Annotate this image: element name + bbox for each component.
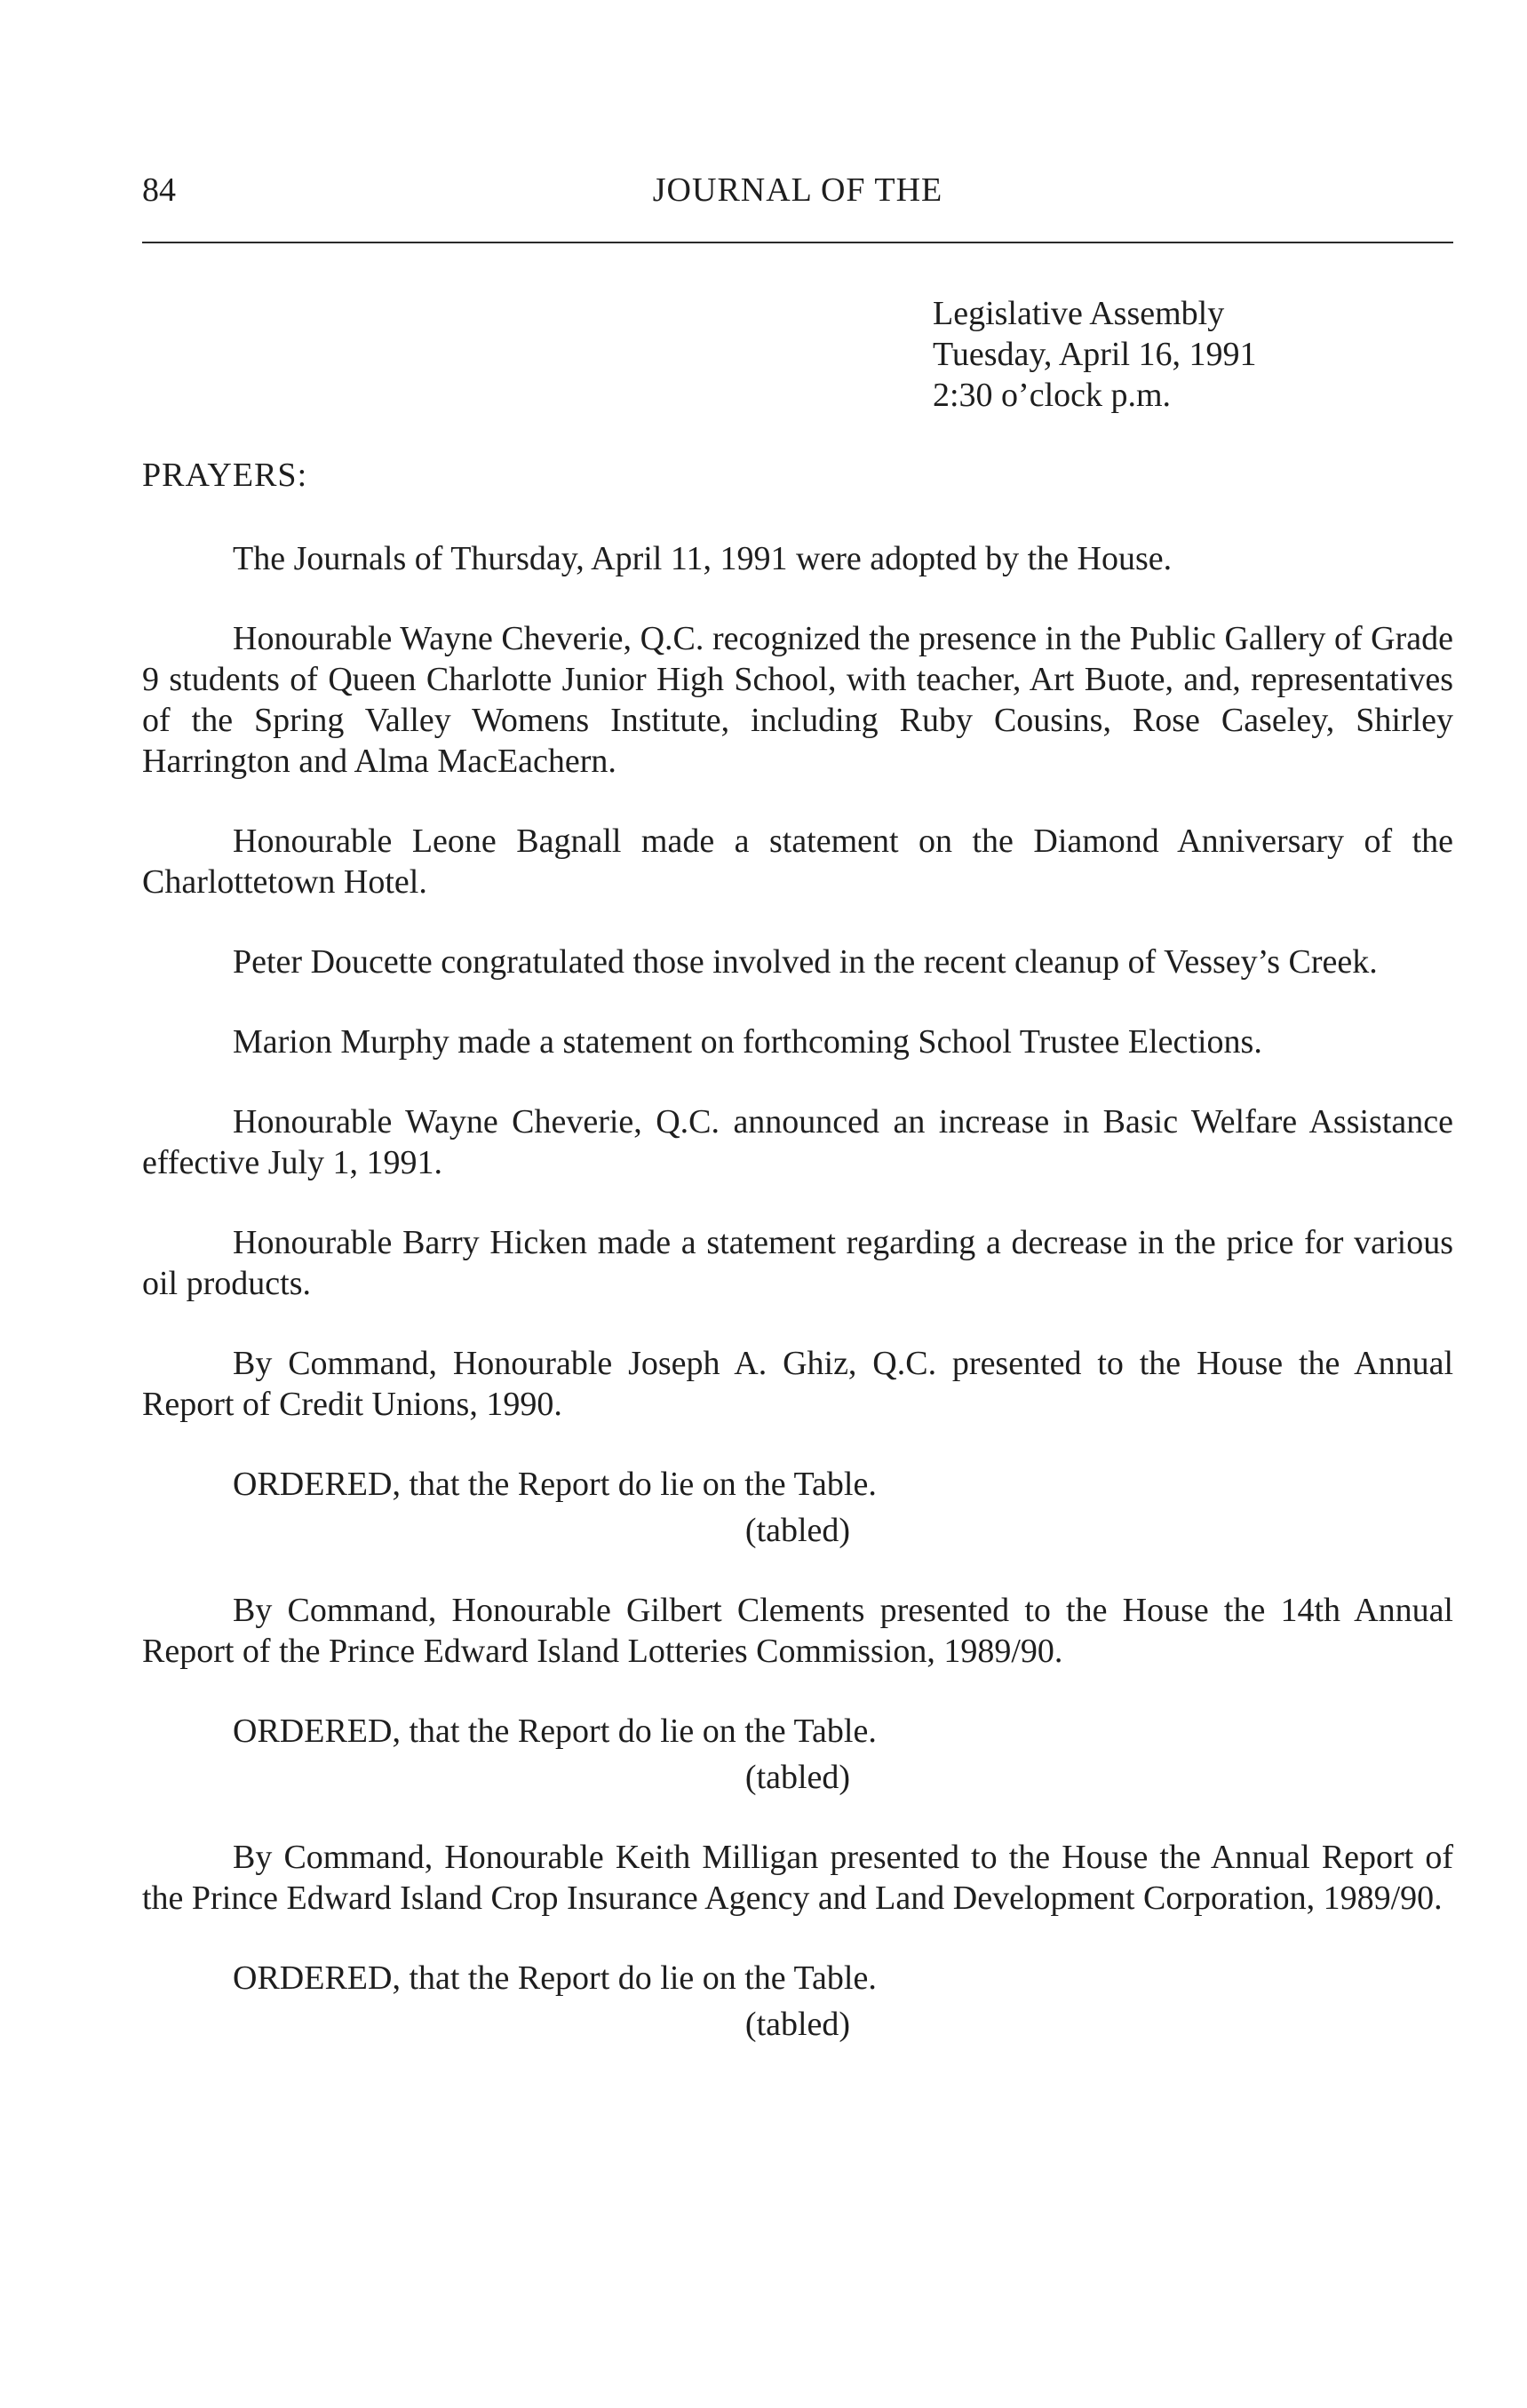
journals-adopted-entry: The Journals of Thursday, April 11, 1991 were adopted by the House. <box>233 540 1173 577</box>
tabled-note-3: (tabled) <box>744 2006 851 2043</box>
sitting-info <box>933 293 1257 416</box>
bagnall-statement-entry: Honourable Leone Bagnall made a statement on the Diamond Anniversary of the Charlottetown Hotel. <box>142 823 1453 901</box>
sitting-time: 2:30 o’clock p.m. <box>933 377 1172 414</box>
sitting-date: Tuesday, April 16, 1991 <box>933 336 1257 373</box>
clements-report-entry: By Command, Honourable Gilbert Clements presented to the House the 14th Annual Report of the Prince Edward Island Lotteries Commission, 1989/90. <box>142 1592 1453 1670</box>
running-header <box>142 167 1453 213</box>
ghiz-report-entry: By Command, Honourable Joseph A. Ghiz, Q.C. presented to the House the Annual Report of Credit Unions, 1990. <box>142 1345 1453 1423</box>
journal-title: JOURNAL OF THE <box>652 171 943 209</box>
milligan-report-entry: By Command, Honourable Keith Milligan presented to the House the Annual Report of the Prince Edward Island Crop Insurance Agency and Land Development Corporation, 1989/90. <box>142 1839 1453 1917</box>
doucette-congrats-entry: Peter Doucette congratulated those involved in the recent cleanup of Vessey’s Creek. <box>233 943 1378 981</box>
tabled-note-2: (tabled) <box>744 1759 851 1796</box>
prayers-heading: PRAYERS: <box>142 457 308 494</box>
sitting-body: Legislative Assembly <box>933 295 1225 332</box>
ordered-entry-2: ORDERED, that the Report do lie on the Table. <box>233 1713 877 1750</box>
gallery-recognition-entry: Honourable Wayne Cheverie, Q.C. recognized the presence in the Public Gallery of Grade 9 students of Queen Charlotte Junior High School, with teacher, Art Buote, and, representatives of the Spring Valley Womens Institute, including Ruby Cousins, Rose Caseley, Shirley Harrington and Alma MacEachern. <box>142 620 1453 780</box>
cheverie-welfare-entry: Honourable Wayne Cheverie, Q.C. announced an increase in Basic Welfare Assistance effective July 1, 1991. <box>142 1103 1453 1181</box>
tabled-note-1: (tabled) <box>744 1512 851 1549</box>
ordered-entry-3: ORDERED, that the Report do lie on the Table. <box>233 1959 877 1997</box>
page-number: 84 <box>142 171 176 209</box>
hicken-statement-entry: Honourable Barry Hicken made a statement regarding a decrease in the price for various oil products. <box>142 1224 1453 1302</box>
ordered-entry-1: ORDERED, that the Report do lie on the Table. <box>233 1466 877 1503</box>
proceedings <box>142 538 1453 2084</box>
header-rule <box>142 242 1453 243</box>
murphy-statement-entry: Marion Murphy made a statement on forthcoming School Trustee Elections. <box>233 1023 1262 1061</box>
